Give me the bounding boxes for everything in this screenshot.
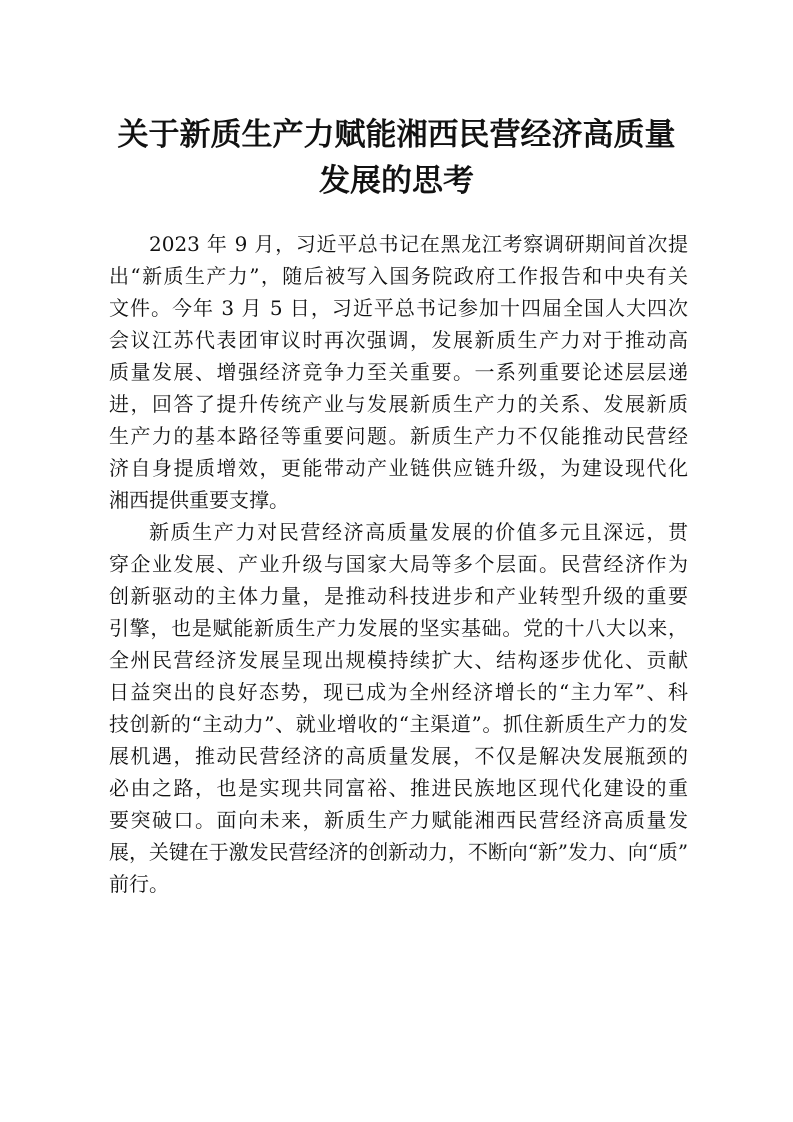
text-line: 前行。 [109, 872, 169, 896]
text-line: 展，关键在于激发民营经济的创新动力，不断向“新”发力、向“质” [109, 840, 688, 864]
text-line: 引擎，也是赋能新质生产力发展的坚实基础。党的十八大以来， [109, 616, 688, 640]
text-line: 会议江苏代表团审议时再次强调，发展新质生产力对于推动高 [109, 328, 688, 352]
text-line: 穿企业发展、产业升级与国家大局等多个层面。民营经济作为 [109, 552, 688, 576]
text-line: 全州民营经济发展呈现出规模持续扩大、结构逐步优化、贡献 [109, 648, 688, 672]
text-line: 文件。今年 3 月 5 日，习近平总书记参加十四届全国人大四次 [109, 296, 688, 320]
title-line: 关于新质生产力赋能湘西民营经济高质量 [117, 117, 676, 153]
document-title [96, 112, 697, 204]
document-body [109, 228, 688, 900]
text-line: 湘西提供重要支撑。 [109, 488, 289, 512]
text-line: 日益突出的良好态势，现已成为全州经济增长的“主力军”、科 [109, 680, 688, 704]
text-line: 必由之路，也是实现共同富裕、推进民族地区现代化建设的重 [109, 776, 688, 800]
text-line: 质量发展、增强经济竞争力至关重要。一系列重要论述层层递 [109, 360, 688, 384]
paragraph-1 [109, 228, 688, 516]
text-line: 进，回答了提升传统产业与发展新质生产力的关系、发展新质 [109, 392, 688, 416]
title-line: 发展的思考 [319, 163, 474, 199]
text-line: 生产力的基本路径等重要问题。新质生产力不仅能推动民营经 [109, 424, 688, 448]
paragraph-2 [109, 516, 688, 900]
text-line: 出“新质生产力”，随后被写入国务院政府工作报告和中央有关 [109, 264, 688, 288]
text-line: 济自身提质增效，更能带动产业链供应链升级，为建设现代化 [109, 456, 688, 480]
text-line: 创新驱动的主体力量，是推动科技进步和产业转型升级的重要 [109, 584, 688, 608]
text-line: 新质生产力对民营经济高质量发展的价值多元且深远，贯 [149, 520, 688, 544]
text-line: 展机遇，推动民营经济的高质量发展，不仅是解决发展瓶颈的 [109, 744, 688, 768]
text-line: 2023 年 9 月，习近平总书记在黑龙江考察调研期间首次提 [149, 232, 688, 256]
text-line: 要突破口。面向未来，新质生产力赋能湘西民营经济高质量发 [109, 808, 688, 832]
text-line: 技创新的“主动力”、就业增收的“主渠道”。抓住新质生产力的发 [109, 712, 688, 736]
